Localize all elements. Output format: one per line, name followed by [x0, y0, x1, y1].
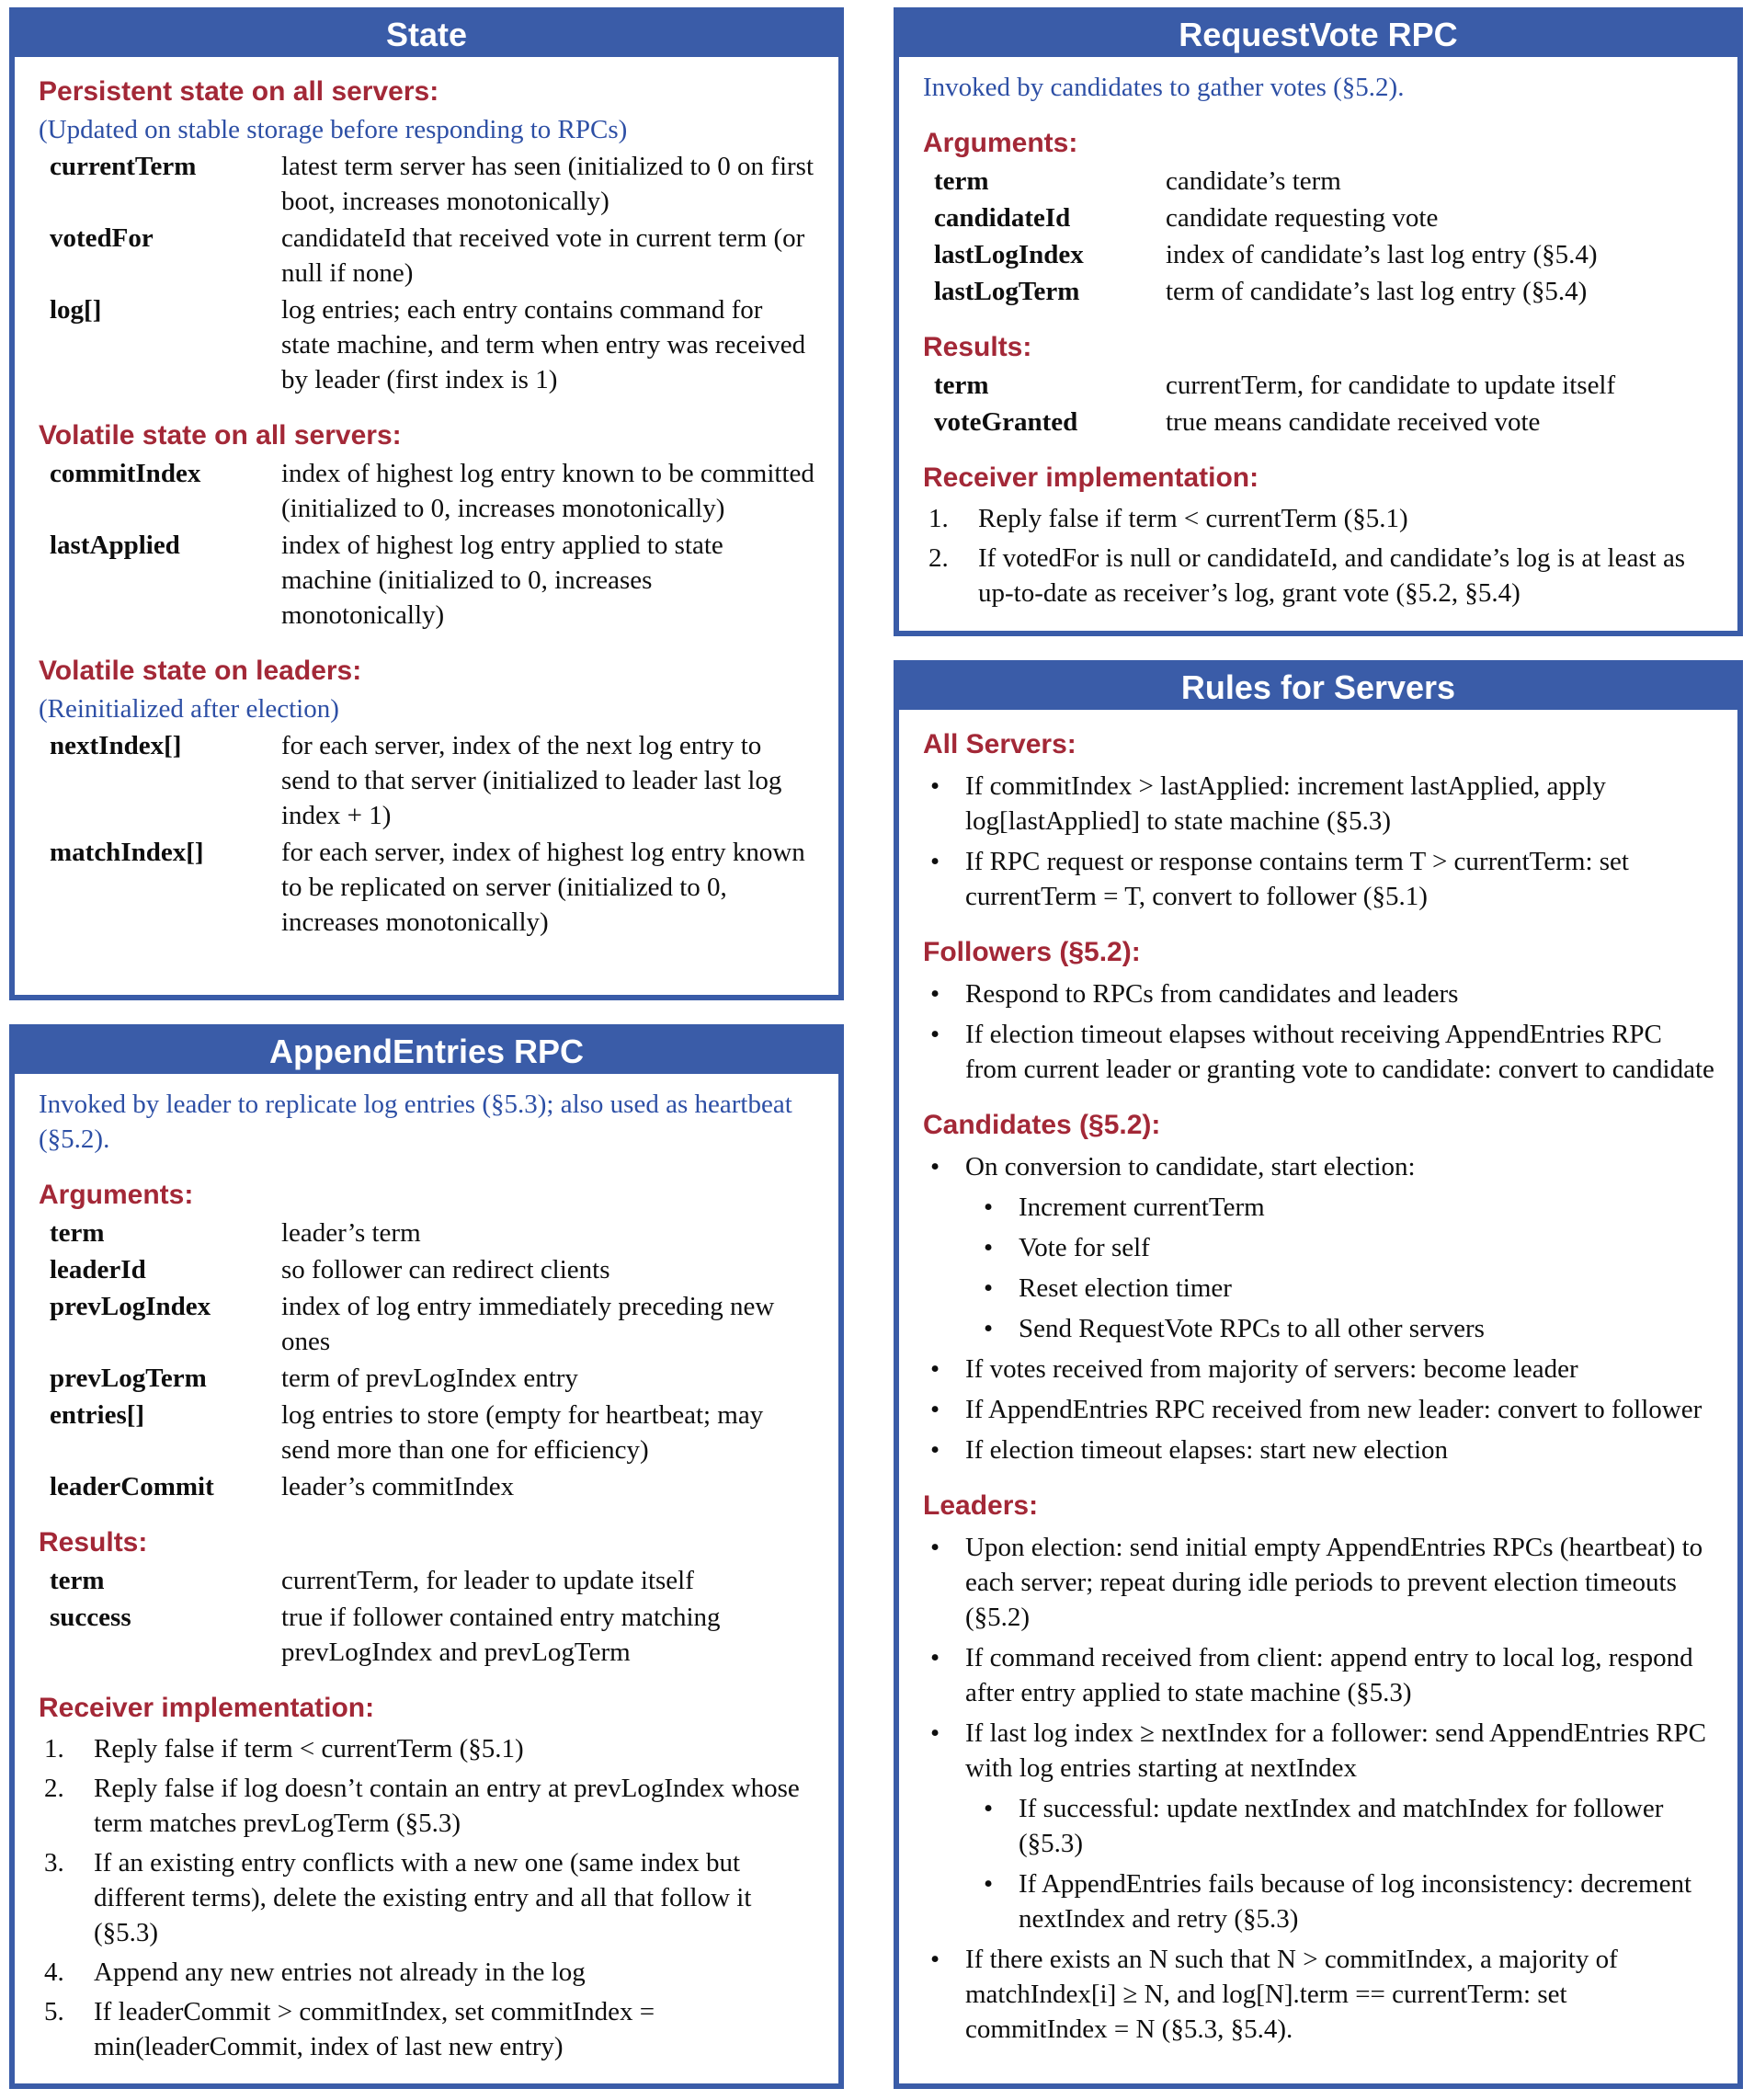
- rule-item: [923, 1942, 1715, 2047]
- rule-text: If successful: update nextIndex and matchIndex for follower (§5.3): [1019, 1794, 1664, 1858]
- rule-text: If votes received from majority of servers: become leader: [965, 1354, 1578, 1384]
- section-heading-persistent-state: Persistent state on all servers:: [39, 76, 439, 107]
- state-box: [9, 7, 844, 1000]
- bullet-icon: •: [984, 1193, 994, 1222]
- section-heading-arguments: Arguments:: [39, 1180, 194, 1210]
- rule-list: [923, 1530, 1715, 2047]
- numbered-step: [39, 1731, 816, 1766]
- rule-subitem: [923, 1190, 1715, 1225]
- rule-subitem: [923, 1791, 1715, 1861]
- section-note: (Updated on stable storage before responding to RPCs): [39, 115, 628, 144]
- param-name: prevLogTerm: [50, 1364, 207, 1393]
- rule-text: Upon election: send initial empty AppendEntries RPCs (heartbeat) to each server; repeat during idle periods to prevent election timeouts (§5.2): [965, 1533, 1703, 1632]
- state-box-body: [15, 57, 838, 995]
- step-text: Reply false if term < currentTerm (§5.1): [978, 504, 1408, 533]
- rule-text: If RPC request or response contains term T > currentTerm: set currentTerm = T, convert to follower (§5.1): [965, 847, 1629, 911]
- step-text: If an existing entry conflicts with a new one (same index but different terms), delete the existing entry and all that follow it (§5.3): [94, 1848, 752, 1947]
- param-row: [39, 1600, 816, 1670]
- param-desc: term of prevLogIndex entry: [281, 1364, 578, 1393]
- request-vote-box: [894, 7, 1743, 636]
- append-entries-box-body: [15, 1074, 838, 2083]
- step-number: 1.: [928, 504, 949, 533]
- bullet-icon: •: [930, 1395, 940, 1424]
- rule-item: [923, 844, 1715, 914]
- section-heading-volatile-leaders: Volatile state on leaders:: [39, 656, 362, 686]
- request-vote-box-title: RequestVote RPC: [899, 13, 1737, 57]
- param-row: [39, 456, 816, 526]
- section-heading-all-servers: All Servers:: [923, 729, 1076, 759]
- param-name: leaderId: [50, 1255, 146, 1284]
- left-column: [9, 7, 844, 2089]
- param-row: [39, 1215, 816, 1250]
- rule-item: [923, 1149, 1715, 1184]
- param-name: currentTerm: [50, 152, 197, 181]
- param-desc: log entries to store (empty for heartbeat; may send more than one for efficiency): [281, 1400, 764, 1465]
- step-text: Reply false if term < currentTerm (§5.1): [94, 1734, 524, 1763]
- param-name: log[]: [50, 295, 102, 325]
- step-text: If votedFor is null or candidateId, and candidate’s log is at least as up-to-date as receiver’s log, grant vote (§5.2, §5.4): [978, 543, 1686, 608]
- param-desc: term of candidate’s last log entry (§5.4): [1166, 277, 1588, 306]
- section-heading-receiver-implementation: Receiver implementation:: [39, 1693, 375, 1723]
- bullet-icon: •: [930, 1435, 940, 1465]
- param-row: [39, 728, 816, 833]
- rule-list: [923, 769, 1715, 914]
- rule-subitem: [923, 1230, 1715, 1265]
- section-heading-arguments: Arguments:: [923, 128, 1078, 158]
- numbered-step: [39, 1994, 816, 2064]
- step-number: 2.: [44, 1774, 64, 1803]
- right-column: [894, 7, 1743, 2089]
- param-name: lastApplied: [50, 531, 180, 560]
- numbered-step: [923, 501, 1715, 536]
- step-text: If leaderCommit > commitIndex, set commitIndex = min(leaderCommit, index of last new entry): [94, 1997, 655, 2061]
- section-note: (Reinitialized after election): [39, 694, 339, 724]
- rule-text: Vote for self: [1019, 1233, 1150, 1262]
- rule-text: If commitIndex > lastApplied: increment lastApplied, apply log[lastApplied] to state machine (§5.3): [965, 771, 1606, 836]
- param-desc: for each server, index of the next log entry to send to that server (initialized to leader last log index + 1): [281, 731, 782, 830]
- rule-item: [923, 1017, 1715, 1087]
- rule-list: [923, 976, 1715, 1087]
- rule-list: [923, 1149, 1715, 1467]
- param-row: [39, 1469, 816, 1504]
- rule-text: Increment currentTerm: [1019, 1193, 1265, 1222]
- bullet-icon: •: [930, 979, 940, 1009]
- param-row: [39, 1289, 816, 1359]
- numbered-steps: [923, 501, 1715, 611]
- bullet-icon: •: [930, 1718, 940, 1748]
- param-row: [923, 200, 1715, 235]
- step-number: 1.: [44, 1734, 64, 1763]
- bullet-icon: •: [930, 1354, 940, 1384]
- numbered-step: [39, 1955, 816, 1990]
- rule-text: If AppendEntries fails because of log inconsistency: decrement nextIndex and retry (§5.3): [1019, 1869, 1692, 1934]
- param-name: lastLogTerm: [934, 277, 1080, 306]
- param-desc: log entries; each entry contains command for state machine, and term when entry was received by leader (first index is 1): [281, 295, 806, 394]
- param-rows: [39, 456, 816, 633]
- section-heading-results: Results:: [923, 332, 1032, 362]
- param-row: [39, 835, 816, 940]
- param-row: [923, 237, 1715, 272]
- rule-text: Reset election timer: [1019, 1273, 1232, 1303]
- numbered-step: [39, 1771, 816, 1841]
- rule-text: If election timeout elapses without receiving AppendEntries RPC from current leader or granting vote to candidate: convert to candidate: [965, 1020, 1714, 1084]
- param-rows: [923, 368, 1715, 439]
- section-heading-volatile-all: Volatile state on all servers:: [39, 420, 402, 451]
- bullet-icon: •: [930, 847, 940, 876]
- param-desc: latest term server has seen (initialized to 0 on first boot, increases monotonically): [281, 152, 814, 216]
- rule-subitem: [923, 1866, 1715, 1936]
- param-name: entries[]: [50, 1400, 145, 1430]
- rule-subitem: [923, 1311, 1715, 1346]
- bullet-icon: •: [984, 1794, 994, 1823]
- rule-item: [923, 1640, 1715, 1710]
- section-heading-receiver-implementation: Receiver implementation:: [923, 462, 1259, 493]
- rule-item: [923, 1432, 1715, 1467]
- param-name: prevLogIndex: [50, 1292, 211, 1321]
- step-number: 4.: [44, 1957, 64, 1987]
- param-desc: leader’s commitIndex: [281, 1472, 515, 1501]
- rule-item: [923, 769, 1715, 839]
- param-desc: candidateId that received vote in current term (or null if none): [281, 223, 805, 288]
- param-name: votedFor: [50, 223, 154, 253]
- bullet-icon: •: [984, 1869, 994, 1899]
- param-name: lastLogIndex: [934, 240, 1084, 269]
- append-entries-box: [9, 1024, 844, 2089]
- param-name: term: [934, 166, 989, 196]
- request-vote-box-body: [899, 57, 1737, 631]
- param-name: matchIndex[]: [50, 838, 204, 867]
- rule-text: On conversion to candidate, start election:: [965, 1152, 1416, 1181]
- rule-text: Send RequestVote RPCs to all other servers: [1019, 1314, 1485, 1343]
- param-desc: for each server, index of highest log entry known to be replicated on server (initialized to 0, increases monotonically): [281, 838, 805, 937]
- rule-subitem: [923, 1271, 1715, 1306]
- step-text: Append any new entries not already in the log: [94, 1957, 586, 1987]
- param-desc: currentTerm, for candidate to update itself: [1166, 371, 1616, 400]
- param-name: success: [50, 1603, 131, 1632]
- rule-item: [923, 1352, 1715, 1387]
- param-desc: index of highest log entry applied to state machine (initialized to 0, increases monotonically): [281, 531, 723, 630]
- rule-item: [923, 1392, 1715, 1427]
- section-heading-followers: Followers (§5.2):: [923, 937, 1141, 967]
- param-row: [39, 1398, 816, 1467]
- step-number: 5.: [44, 1997, 64, 2026]
- bullet-icon: •: [930, 1020, 940, 1049]
- param-row: [39, 1361, 816, 1396]
- param-desc: index of candidate’s last log entry (§5.4): [1166, 240, 1598, 269]
- bullet-icon: •: [930, 1533, 940, 1562]
- rule-text: If AppendEntries RPC received from new leader: convert to follower: [965, 1395, 1703, 1424]
- numbered-step: [923, 541, 1715, 611]
- numbered-step: [39, 1845, 816, 1950]
- rule-item: [923, 976, 1715, 1011]
- param-row: [923, 274, 1715, 309]
- param-rows: [39, 1563, 816, 1670]
- param-desc: so follower can redirect clients: [281, 1255, 610, 1284]
- param-name: term: [50, 1566, 105, 1595]
- param-name: term: [934, 371, 989, 400]
- param-rows: [39, 149, 816, 397]
- param-rows: [39, 1215, 816, 1504]
- param-desc: true if follower contained entry matching prevLogIndex and prevLogTerm: [281, 1603, 721, 1667]
- bullet-icon: •: [984, 1273, 994, 1303]
- rule-text: If election timeout elapses: start new election: [965, 1435, 1449, 1465]
- param-row: [39, 1252, 816, 1287]
- section-heading-candidates: Candidates (§5.2):: [923, 1110, 1161, 1140]
- bullet-icon: •: [930, 1643, 940, 1672]
- param-desc: currentTerm, for leader to update itself: [281, 1566, 694, 1595]
- param-desc: index of log entry immediately preceding new ones: [281, 1292, 775, 1356]
- rule-item: [923, 1530, 1715, 1635]
- param-row: [39, 1563, 816, 1598]
- box-intro: Invoked by candidates to gather votes (§5.2).: [923, 73, 1405, 102]
- param-name: leaderCommit: [50, 1472, 214, 1501]
- param-name: voteGranted: [934, 407, 1078, 437]
- param-row: [39, 528, 816, 633]
- step-number: 3.: [44, 1848, 64, 1877]
- rule-item: [923, 1716, 1715, 1786]
- bullet-icon: •: [930, 771, 940, 801]
- section-heading-leaders: Leaders:: [923, 1490, 1039, 1521]
- param-desc: candidate requesting vote: [1166, 203, 1439, 233]
- rules-for-servers-box: [894, 660, 1743, 2089]
- param-row: [39, 149, 816, 219]
- bullet-icon: •: [930, 1945, 940, 1974]
- param-rows: [39, 728, 816, 940]
- param-name: candidateId: [934, 203, 1071, 233]
- step-number: 2.: [928, 543, 949, 573]
- rule-text: If there exists an N such that N > commitIndex, a majority of matchIndex[i] ≥ N, and log[N].term == currentTerm: set commitIndex = N (§5.3, §5.4).: [965, 1945, 1618, 2044]
- param-row: [39, 221, 816, 291]
- param-desc: candidate’s term: [1166, 166, 1341, 196]
- param-desc: index of highest log entry known to be committed (initialized to 0, increases monotonically): [281, 459, 814, 523]
- box-intro: Invoked by leader to replicate log entries (§5.3); also used as heartbeat (§5.2).: [39, 1090, 792, 1154]
- param-row: [923, 164, 1715, 199]
- rule-text: If last log index ≥ nextIndex for a follower: send AppendEntries RPC with log entries starting at nextIndex: [965, 1718, 1707, 1783]
- step-text: Reply false if log doesn’t contain an entry at prevLogIndex whose term matches prevLogTerm (§5.3): [94, 1774, 800, 1838]
- rules-box-title: Rules for Servers: [899, 666, 1737, 710]
- bullet-icon: •: [930, 1152, 940, 1181]
- param-rows: [923, 164, 1715, 309]
- param-name: nextIndex[]: [50, 731, 182, 760]
- state-box-title: State: [15, 13, 838, 57]
- param-row: [923, 368, 1715, 403]
- rule-text: If command received from client: append entry to local log, respond after entry applied to state machine (§5.3): [965, 1643, 1693, 1707]
- param-name: commitIndex: [50, 459, 201, 488]
- param-name: term: [50, 1218, 105, 1248]
- param-row: [923, 405, 1715, 439]
- param-desc: true means candidate received vote: [1166, 407, 1541, 437]
- bullet-icon: •: [984, 1233, 994, 1262]
- rule-text: Respond to RPCs from candidates and leaders: [965, 979, 1459, 1009]
- param-row: [39, 292, 816, 397]
- param-desc: leader’s term: [281, 1218, 421, 1248]
- numbered-steps: [39, 1731, 816, 2064]
- bullet-icon: •: [984, 1314, 994, 1343]
- append-entries-box-title: AppendEntries RPC: [15, 1030, 838, 1074]
- rules-box-body: [899, 710, 1737, 2083]
- section-heading-results: Results:: [39, 1527, 148, 1558]
